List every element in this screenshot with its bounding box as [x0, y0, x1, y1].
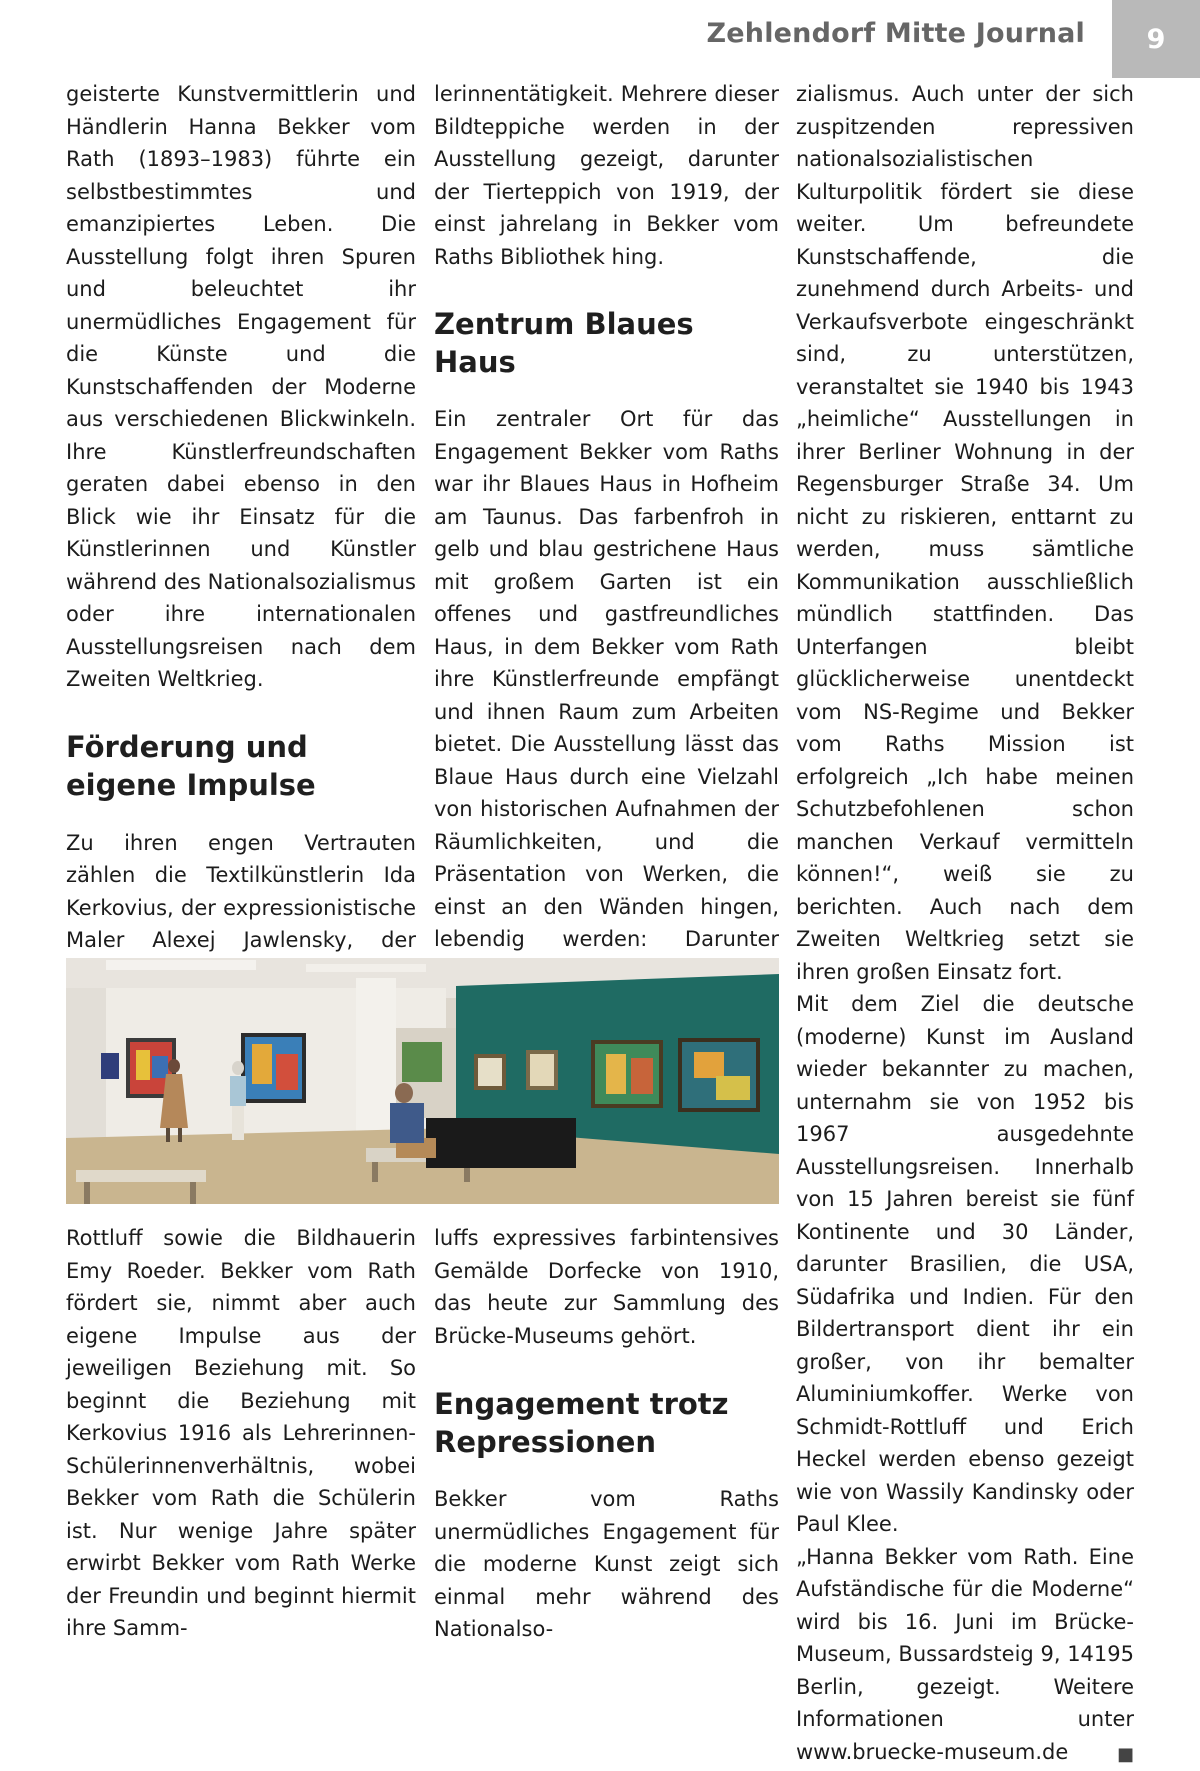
closing-text: „Hanna Bekker vom Rath. Eine Aufständische für die Moderne“ wird bis 16. Juni im Brücke-Museum, Bussardsteig 9, 14195 Berlin, gezeigt. Weitere Informationen unter www.bruecke-museum.de: [796, 1545, 1134, 1764]
paragraph-closing: [796, 1541, 1134, 1769]
gallery-photo: [66, 958, 779, 1204]
paragraph: Bekker vom Raths unermüdliches Engagement für die moderne Kunst zeigt sich einmal mehr während des Nationalso-: [434, 1483, 779, 1646]
end-mark-icon: ■: [1117, 1739, 1134, 1771]
paragraph: luffs expressives farbintensives Gemälde Dorfecke von 1910, das heute zur Sammlung des Brücke-Museums gehört.: [434, 1222, 779, 1352]
heading-engagement: Engagement trotz Repressionen: [434, 1385, 779, 1461]
column-2-bottom: [434, 1222, 779, 1646]
heading-foerderung: Förderung und eigene Impulse: [66, 728, 416, 804]
paragraph: Rottluff sowie die Bildhauerin Emy Roeder. Bekker vom Rath fördert sie, nimmt aber auch eigene Impulse aus der jeweiligen Beziehung mit. So beginnt die Beziehung mit Kerkovius 1916 als Lehrerinnen-Schülerinnenverhältnis, wobei Bekker vom Rath die Schülerin ist. Nur wenige Jahre später erwirbt Bekker vom Rath Werke der Freundin und beginnt hiermit ihre Samm-: [66, 1222, 416, 1645]
heading-zentrum: Zentrum Blaues Haus: [434, 305, 779, 381]
paragraph: Ein zentraler Ort für das Engagement Bekker vom Raths war ihr Blaues Haus in Hofheim am Taunus. Das farbenfroh in gelb und blau gestrichene Haus mit großem Garten ist ein offenes und gastfreundliches Haus, in dem Bekker vom Rath ihre Künstlerfreunde empfängt und ihnen Raum zum Arbeiten bietet. Die Ausstellung lässt das Blaue Haus durch eine Vielzahl von historischen Aufnahmen der Räumlichkeiten, und die Präsentation von Werken, die einst an den Wänden hingen, lebendig werden: Darunter: [434, 403, 779, 988]
paragraph: lerinnentätigkeit. Mehrere dieser Bildteppiche werden in der Ausstellung gezeigt, darunter der Tierteppich von 1919, der einst jahrelang in Bekker vom Raths Bibliothek hing.: [434, 78, 779, 273]
column-2-top: [434, 78, 779, 988]
column-1-bottom: [66, 1222, 416, 1645]
paragraph: geisterte Kunstvermittlerin und Händlerin Hanna Bekker vom Rath (1893–1983) führte ein selbstbestimmtes und emanzipiertes Leben. Die Ausstellung folgt ihren Spuren und beleuchtet ihr unermüdliches Engagement für die Künste und die Kunstschaffenden der Moderne aus verschiedenen Blickwinkeln. Ihre Künstlerfreundschaften geraten dabei ebenso in den Blick wie ihr Einsatz für die Künstlerinnen und Künstler während des Nationalsozialismus oder ihre internationalen Ausstellungsreisen nach dem Zweiten Weltkrieg.: [66, 78, 416, 696]
paragraph: Mit dem Ziel die deutsche (moderne) Kunst im Ausland wieder bekannter zu machen, unternahm sie von 1952 bis 1967 ausgedehnte Ausstellungsreisen. Innerhalb von 15 Jahren bereist sie fünf Kontinente und 30 Länder, darunter Brasilien, die USA, Südafrika und Indien. Für den Bildertransport dient ihr ein großer, von ihr bemalter Aluminiumkoffer. Werke von Schmidt-Rottluff und Erich Heckel werden ebenso gezeigt wie von Wassily Kandinsky oder Paul Klee.: [796, 988, 1134, 1541]
page-number: 9: [1147, 24, 1166, 55]
gallery-photo-illustration: [66, 958, 779, 1204]
column-1-top: [66, 78, 416, 989]
journal-title: Zehlendorf Mitte Journal: [650, 18, 1085, 49]
column-3: [796, 78, 1134, 1771]
paragraph: zialismus. Auch unter der sich zuspitzenden repressiven nationalsozialistischen Kulturpolitik fördert sie diese weiter. Um befreundete Kunstschaffende, die zunehmend durch Arbeits- und Verkaufsverbote eingeschränkt sind, zu unterstützen, veranstaltet sie 1940 bis 1943 „heimliche“ Ausstellungen in ihrer Berliner Wohnung in der Regensburger Straße 34. Um nicht zu riskieren, enttarnt zu werden, muss sämtliche Kommunikation ausschließlich mündlich stattfinden. Das Unterfangen bleibt glücklicherweise unentdeckt vom NS-Regime und Bekker vom Raths Mission ist erfolgreich „Ich habe meinen Schutzbefohlenen schon manchen Verkauf vermitteln können!“, weiß sie zu berichten. Auch nach dem Zweiten Weltkrieg setzt sie ihren großen Einsatz fort.: [796, 78, 1134, 988]
page-number-tab: [1112, 0, 1200, 78]
paragraph: Zu ihren engen Vertrauten zählen die Textilkünstlerin Ida Kerkovius, der expressionistische Maler Alexej Jawlensky, der: [66, 827, 416, 990]
